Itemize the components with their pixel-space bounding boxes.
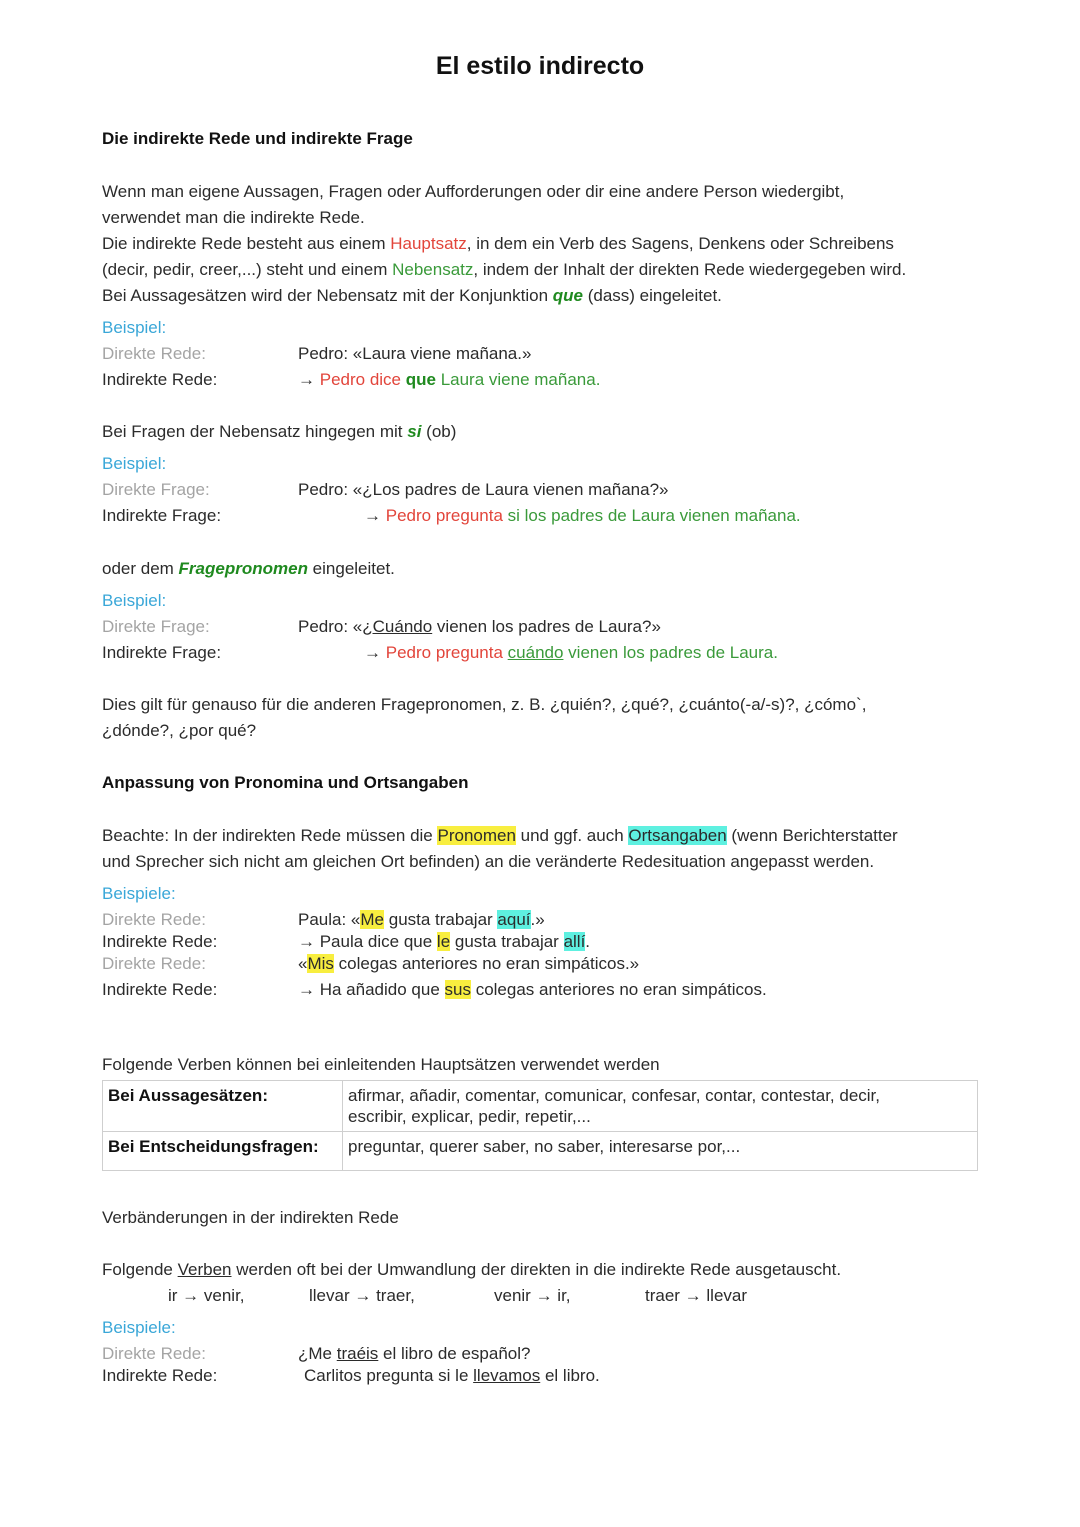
- example-indirect-sentence: [304, 1363, 600, 1389]
- indirect-speech-label: Indirekte Rede:: [102, 932, 218, 951]
- example-direct-sentence: [298, 951, 639, 977]
- indirect-speech-label: Indirekte Rede:: [102, 370, 218, 389]
- note-line1: Dies gilt für genauso für die anderen Fragepronomen, z. B. ¿quién?, ¿qué?, ¿cuánto(-a/-s)?, ¿cómo`,: [102, 695, 867, 714]
- section-heading-indirect-speech: Die indirekte Rede und indirekte Frage: [102, 129, 413, 148]
- highlight-pronoun: le: [436, 932, 451, 951]
- paragraph-fragepronomen-line: [102, 556, 395, 582]
- text-segment: Pedro pregunta: [385, 643, 508, 662]
- text-segment: gusta trabajar: [450, 932, 564, 951]
- text-segment: el libro.: [540, 1366, 600, 1385]
- underlined-word: llevamos: [473, 1366, 541, 1385]
- arrow-icon: →: [298, 370, 320, 389]
- table-key: Bei Entscheidungsfragen:: [103, 1132, 343, 1171]
- underlined-word: traéis: [336, 1344, 379, 1363]
- highlight-place: aquí: [497, 910, 531, 929]
- text-segment: und ggf. auch: [515, 826, 629, 845]
- text-segment: , indem der Inhalt der direkten Rede wiedergegeben wird.: [473, 260, 907, 279]
- example-indirect-sentence: [298, 977, 767, 1003]
- table-value: preguntar, querer saber, no saber, interesarse por,...: [343, 1132, 978, 1171]
- arrow-icon: →: [364, 643, 386, 662]
- underlined-word: Verben: [177, 1260, 232, 1279]
- arrow-icon: →: [364, 506, 386, 525]
- text-segment: oder dem: [102, 559, 179, 578]
- page-title: El estilo indirecto: [435, 52, 645, 80]
- highlight-pronoun: sus: [444, 980, 471, 999]
- section-heading-verb-changes: Verbänderungen in der indirekten Rede: [102, 1208, 399, 1227]
- text-segment: Die indirekte Rede besteht aus einem: [102, 234, 391, 253]
- paragraph-beachte-line2: und Sprecher sich nicht am gleichen Ort befinden) an die veränderte Redesituation angepasst werden.: [102, 852, 875, 871]
- text-segment: vienen los padres de Laura?»: [432, 617, 661, 636]
- text-segment: Pedro dice: [319, 370, 406, 389]
- text-segment: vienen los padres de Laura.: [563, 643, 778, 662]
- text-segment: colegas anteriores no eran simpáticos.»: [333, 954, 640, 973]
- text-segment: el libro de español?: [378, 1344, 531, 1363]
- paragraph-nebensatz-line: [102, 257, 906, 283]
- text-segment: werden oft bei der Umwandlung der direkten in die indirekte Rede ausgetauscht.: [231, 1260, 842, 1279]
- example-indirect-sentence: [298, 367, 600, 393]
- highlight-pronoun: Me: [360, 910, 385, 929]
- term-hauptsatz: Hauptsatz: [390, 234, 467, 253]
- text-segment: Paula: «: [298, 910, 361, 929]
- note-line2: ¿dónde?, ¿por qué?: [102, 721, 257, 740]
- direct-question-label: Direkte Frage:: [102, 480, 210, 499]
- example-label: Beispiel:: [102, 454, 167, 473]
- examples-label: Beispiele:: [102, 1318, 176, 1337]
- text-segment: si los padres de Laura vienen mañana.: [507, 506, 801, 525]
- text-segment: colegas anteriores no eran simpáticos.: [470, 980, 767, 999]
- example-label: Beispiel:: [102, 318, 167, 337]
- text-segment: Pedro: «: [298, 617, 363, 636]
- paragraph-beachte-line1: [102, 823, 898, 849]
- term-nebensatz: Nebensatz: [392, 260, 474, 279]
- example-indirect-sentence: [364, 640, 778, 666]
- text-segment: (wenn Berichterstatter: [726, 826, 898, 845]
- direct-speech-label: Direkte Rede:: [102, 910, 206, 929]
- paragraph-hauptsatz-line: [102, 231, 894, 257]
- example-direct-sentence: Pedro: «Laura viene mañana.»: [298, 344, 532, 363]
- direct-question-label: Direkte Frage:: [102, 617, 210, 636]
- table-key: Bei Aussagesätzen:: [103, 1081, 343, 1132]
- indirect-question-label: Indirekte Frage:: [102, 643, 222, 662]
- paragraph-que-line: [102, 283, 722, 309]
- paragraph-intro-line1: Wenn man eigene Aussagen, Fragen oder Aufforderungen oder dir eine andere Person wiedergibt,: [102, 182, 845, 201]
- paragraph-verben-line: [102, 1257, 841, 1283]
- text-segment: Bei Fragen der Nebensatz hingegen mit: [102, 422, 408, 441]
- term-que: que: [405, 370, 436, 389]
- text-segment: Pedro pregunta: [385, 506, 508, 525]
- text-segment: (ob): [421, 422, 457, 441]
- example-direct-sentence: Pedro: «¿Los padres de Laura vienen mañana?»: [298, 480, 669, 499]
- text-segment: (dass) eingeleitet.: [582, 286, 722, 305]
- verb-pair: traer → llevar: [645, 1286, 748, 1305]
- text-segment: gusta trabajar: [384, 910, 498, 929]
- table-value: [343, 1081, 978, 1132]
- highlight-ortsangaben: Ortsangaben: [628, 826, 727, 845]
- verbs-intro: Folgende Verben können bei einleitenden Hauptsätzen verwendet werden: [102, 1055, 660, 1074]
- highlight-pronoun: Mis: [307, 954, 334, 973]
- text-segment: escribir, explicar, pedir, repetir,...: [348, 1107, 591, 1126]
- text-segment: «: [298, 954, 308, 973]
- text-segment: Folgende: [102, 1260, 178, 1279]
- text-segment: → Paula dice que: [298, 932, 437, 951]
- highlight-place: allí: [563, 932, 586, 951]
- text-segment: (decir, pedir, creer,...) steht und einem: [102, 260, 393, 279]
- underlined-word: cuándo: [507, 643, 564, 662]
- verb-pair: llevar → traer,: [309, 1286, 415, 1305]
- examples-label: Beispiele:: [102, 884, 176, 903]
- text-segment: Carlitos pregunta si le: [304, 1366, 474, 1385]
- text-segment: Beachte: In der indirekten Rede müssen die: [102, 826, 438, 845]
- example-direct-sentence: [298, 614, 661, 640]
- paragraph-intro-line2: verwendet man die indirekte Rede.: [102, 208, 365, 227]
- term-si: si: [407, 422, 422, 441]
- highlight-pronomen: Pronomen: [437, 826, 516, 845]
- text-segment: Bei Aussagesätzen wird der Nebensatz mit der Konjunktion: [102, 286, 553, 305]
- indirect-speech-label: Indirekte Rede:: [102, 1366, 218, 1385]
- term-fragepronomen: Fragepronomen: [178, 559, 308, 578]
- direct-speech-label: Direkte Rede:: [102, 954, 206, 973]
- table-row: [103, 1132, 978, 1171]
- text-segment: , in dem ein Verb des Sagens, Denkens oder Schreibens: [466, 234, 894, 253]
- text-segment: .: [585, 932, 591, 951]
- example-label: Beispiel:: [102, 591, 167, 610]
- direct-speech-label: Direkte Rede:: [102, 344, 206, 363]
- section-heading-pronouns: Anpassung von Pronomina und Ortsangaben: [102, 773, 469, 792]
- direct-speech-label: Direkte Rede:: [102, 1344, 206, 1363]
- table-row: [103, 1081, 978, 1132]
- verb-pair: venir → ir,: [494, 1286, 571, 1305]
- text-segment: afirmar, añadir, comentar, comunicar, confesar, contar, contestar, decir,: [348, 1086, 880, 1105]
- verbs-table: [102, 1080, 978, 1171]
- verb-pair: ir → venir,: [168, 1286, 245, 1305]
- term-que: que: [552, 286, 583, 305]
- indirect-question-label: Indirekte Frage:: [102, 506, 222, 525]
- text-segment: .»: [530, 910, 545, 929]
- text-segment: ¿Me: [298, 1344, 337, 1363]
- indirect-speech-label: Indirekte Rede:: [102, 980, 218, 999]
- text-segment: Laura viene mañana.: [435, 370, 601, 389]
- text-segment: eingeleitet.: [307, 559, 395, 578]
- example-indirect-sentence: [364, 503, 801, 529]
- paragraph-si-line: [102, 419, 456, 445]
- text-segment: → Ha añadido que: [298, 980, 445, 999]
- underlined-word: ¿Cuándo: [362, 617, 433, 636]
